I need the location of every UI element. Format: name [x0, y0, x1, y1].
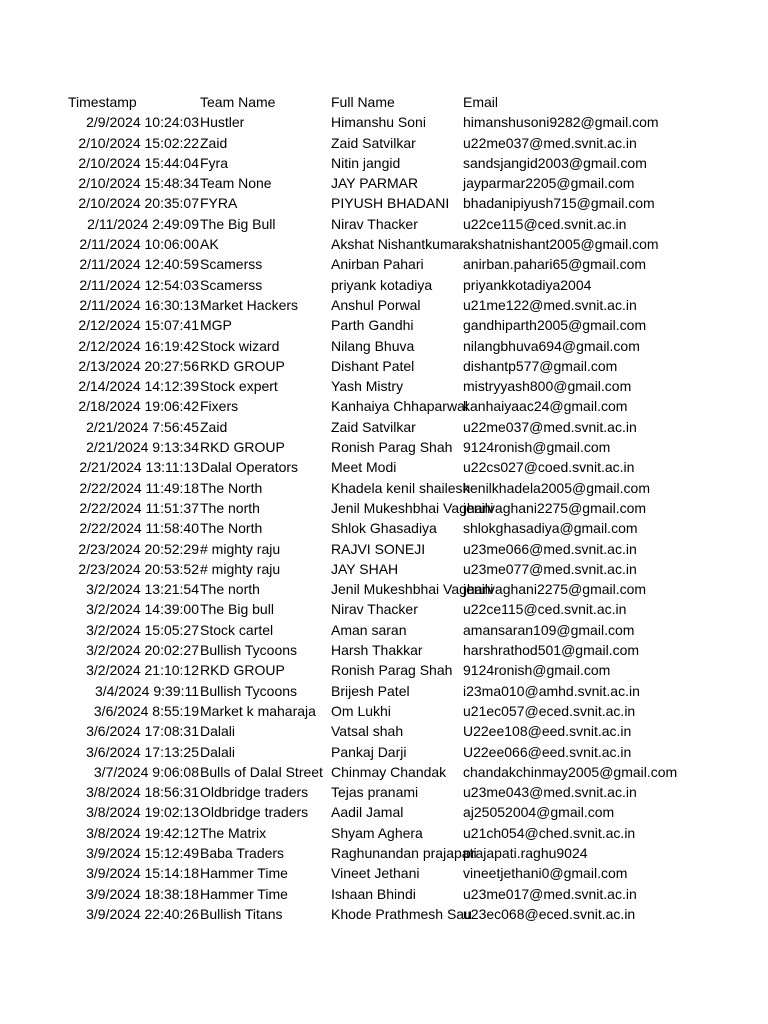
table-row: [68, 214, 627, 234]
header-full-name: Full Name: [331, 94, 395, 110]
cell-email: u22me037@med.svnit.ac.in: [463, 418, 637, 435]
table-row: [68, 742, 632, 762]
cell-timestamp: 2/10/2024 15:44:04: [78, 154, 199, 171]
table-row: [68, 498, 647, 518]
cell-full-name: Om Lukhi: [331, 702, 391, 719]
cell-team-name: The North: [200, 520, 263, 537]
cell-timestamp: 3/2/2024 15:05:27: [86, 621, 199, 638]
cell-timestamp: 2/11/2024 16:30:13: [79, 296, 199, 313]
cell-email: u21ch054@ched.svnit.ac.in: [463, 824, 636, 841]
cell-full-name: Zaid Satvilkar: [331, 418, 416, 435]
table-row: [68, 193, 655, 213]
cell-team-name: Team None: [200, 175, 272, 192]
cell-email: 9124ronish@gmail.com: [463, 662, 611, 679]
cell-team-name: Hammer Time: [200, 885, 288, 902]
cell-full-name: Harsh Thakkar: [331, 642, 423, 659]
cell-team-name: Zaid: [200, 134, 228, 151]
cell-full-name: Nirav Thacker: [331, 601, 418, 618]
cell-full-name: Yash Mistry: [331, 378, 404, 395]
table-row: [68, 681, 640, 701]
header-timestamp: Timestamp: [68, 94, 137, 110]
cell-team-name: Bullish Titans: [200, 905, 283, 922]
cell-email: i23ma010@amhd.svnit.ac.in: [463, 682, 640, 699]
cell-timestamp: 2/22/2024 11:51:37: [79, 499, 199, 516]
cell-email: u21me122@med.svnit.ac.in: [463, 296, 637, 313]
cell-timestamp: 3/9/2024 22:40:26: [86, 905, 199, 922]
table-row: [68, 843, 595, 863]
cell-team-name: Hustler: [200, 114, 245, 131]
cell-team-name: Dalali: [200, 723, 236, 740]
cell-email: prajapati.raghu9024: [463, 844, 588, 861]
cell-timestamp: 3/7/2024 9:06:08: [93, 763, 199, 780]
spreadsheet-table: [68, 92, 678, 924]
cell-full-name: Nirav Thacker: [331, 215, 418, 232]
table-row: [68, 234, 659, 254]
cell-timestamp: 2/21/2024 9:13:34: [86, 439, 199, 456]
cell-team-name: RKD GROUP: [200, 662, 285, 679]
cell-timestamp: 3/6/2024 17:08:31: [86, 723, 199, 740]
cell-email: chandakchinmay2005@gmail.com: [463, 763, 678, 780]
table-row: [68, 802, 615, 822]
cell-email: dishantp577@gmail.com: [463, 357, 618, 374]
cell-full-name: Nilang Bhuva: [331, 337, 415, 354]
cell-full-name: Aman saran: [331, 621, 407, 638]
cell-timestamp: 3/9/2024 15:14:18: [86, 865, 199, 882]
cell-email: jenilvaghani2275@gmail.com: [463, 581, 647, 598]
cell-team-name: Dalal Operators: [200, 459, 299, 476]
cell-team-name: # mighty raju: [200, 560, 281, 577]
table-row: [68, 315, 647, 335]
cell-full-name: RAJVI SONEJI: [331, 540, 426, 557]
cell-timestamp: 2/13/2024 20:27:56: [78, 357, 199, 374]
cell-team-name: The Big bull: [200, 601, 274, 618]
cell-email: nilangbhuva694@gmail.com: [463, 337, 640, 354]
cell-timestamp: 3/2/2024 13:21:54: [86, 581, 199, 598]
cell-timestamp: 2/23/2024 20:52:29: [78, 540, 199, 557]
table-row: [68, 884, 637, 904]
cell-email: himanshusoni9282@gmail.com: [463, 114, 659, 131]
cell-timestamp: 2/12/2024 15:07:41: [78, 317, 199, 334]
cell-team-name: Stock wizard: [200, 337, 280, 354]
cell-team-name: Fixers: [200, 398, 239, 415]
cell-full-name: Kanhaiya Chhaparwal: [331, 398, 468, 415]
cell-full-name: Shlok Ghasadiya: [331, 520, 437, 537]
cell-team-name: Scamerss: [200, 256, 263, 273]
table-row: [68, 721, 632, 741]
cell-team-name: Stock expert: [200, 378, 278, 395]
cell-full-name: Raghunandan prajapati: [331, 844, 477, 861]
cell-team-name: AK: [200, 236, 219, 253]
cell-timestamp: 2/11/2024 10:06:00: [79, 236, 199, 253]
cell-timestamp: 2/10/2024 15:02:22: [78, 134, 199, 151]
cell-full-name: Nitin jangid: [331, 154, 401, 171]
cell-team-name: Bullish Tycoons: [200, 682, 298, 699]
cell-team-name: The north: [200, 499, 260, 516]
cell-full-name: Zaid Satvilkar: [331, 134, 416, 151]
cell-timestamp: 2/12/2024 16:19:42: [78, 337, 199, 354]
cell-timestamp: 2/22/2024 11:58:40: [79, 520, 199, 537]
cell-email: akshatnishant2005@gmail.com: [463, 236, 659, 253]
table-row: [68, 620, 635, 640]
cell-full-name: Chinmay Chandak: [331, 763, 447, 780]
cell-email: u21ec057@eced.svnit.ac.in: [463, 702, 636, 719]
cell-timestamp: 2/10/2024 15:48:34: [78, 175, 199, 192]
cell-team-name: Bulls of Dalal Street: [200, 763, 323, 780]
cell-team-name: Dalali: [200, 743, 236, 760]
table-row: [68, 275, 595, 295]
cell-full-name: Ishaan Bhindi: [331, 885, 416, 902]
cell-team-name: Bullish Tycoons: [200, 642, 298, 659]
cell-email: u22me037@med.svnit.ac.in: [463, 134, 637, 151]
cell-team-name: Zaid: [200, 418, 228, 435]
cell-team-name: Market Hackers: [200, 296, 299, 313]
table-row: [68, 457, 635, 477]
cell-email: U22ee108@eed.svnit.ac.in: [463, 723, 632, 740]
cell-timestamp: 2/21/2024 13:11:13: [79, 459, 199, 476]
cell-team-name: RKD GROUP: [200, 357, 285, 374]
cell-email: kanhaiyaac24@gmail.com: [463, 398, 628, 415]
cell-timestamp: 3/8/2024 18:56:31: [86, 784, 199, 801]
table-row: [68, 559, 637, 579]
cell-email: priyankkotadiya2004: [463, 276, 592, 293]
cell-email: u23me066@med.svnit.ac.in: [463, 540, 637, 557]
cell-full-name: Ronish Parag Shah: [331, 662, 453, 679]
cell-full-name: Vineet Jethani: [331, 865, 420, 882]
table-row: [68, 336, 640, 356]
cell-full-name: Khode Prathmesh Sau: [331, 905, 472, 922]
cell-email: u22ce115@ced.svnit.ac.in: [463, 601, 627, 618]
cell-email: harshrathod501@gmail.com: [463, 642, 640, 659]
cell-email: u23me043@med.svnit.ac.in: [463, 784, 637, 801]
cell-team-name: Hammer Time: [200, 865, 288, 882]
cell-timestamp: 2/14/2024 14:12:39: [78, 378, 199, 395]
cell-full-name: Parth Gandhi: [331, 317, 414, 334]
cell-full-name: Ronish Parag Shah: [331, 439, 453, 456]
table-row: [68, 254, 647, 274]
cell-email: u23ec068@eced.svnit.ac.in: [463, 905, 636, 922]
cell-team-name: Fyra: [200, 154, 228, 171]
cell-email: aj25052004@gmail.com: [463, 804, 615, 821]
cell-email: gandhiparth2005@gmail.com: [463, 317, 647, 334]
cell-full-name: Akshat Nishantkumar: [331, 236, 465, 253]
table-row: [68, 417, 637, 437]
cell-team-name: Oldbridge traders: [200, 784, 309, 801]
cell-team-name: The North: [200, 479, 263, 496]
cell-timestamp: 3/2/2024 21:10:12: [86, 662, 199, 679]
table-row: [68, 863, 628, 883]
cell-full-name: Vatsal shah: [331, 723, 404, 740]
table-row: [68, 112, 659, 132]
table-row: [68, 579, 647, 599]
cell-team-name: MGP: [200, 317, 232, 334]
cell-full-name: Tejas pranami: [331, 784, 419, 801]
cell-email: kenilkhadela2005@gmail.com: [463, 479, 650, 496]
table-row: [68, 173, 635, 193]
table-row: [68, 782, 637, 802]
cell-timestamp: 3/6/2024 8:55:19: [93, 702, 199, 719]
table-row: [68, 295, 637, 315]
cell-timestamp: 2/11/2024 12:40:59: [79, 256, 199, 273]
cell-timestamp: 3/9/2024 18:38:18: [86, 885, 199, 902]
table-body: [68, 112, 678, 924]
table-row: [68, 376, 632, 396]
header-team-name: Team Name: [200, 94, 276, 110]
cell-email: 9124ronish@gmail.com: [463, 439, 611, 456]
cell-team-name: The north: [200, 581, 260, 598]
cell-timestamp: 3/8/2024 19:42:12: [86, 824, 199, 841]
cell-full-name: Pankaj Darji: [331, 743, 407, 760]
table-row: [68, 904, 636, 924]
cell-full-name: Khadela kenil shailesh: [331, 479, 471, 496]
cell-email: vineetjethani0@gmail.com: [463, 865, 628, 882]
table-row: [68, 437, 611, 457]
cell-timestamp: 2/11/2024 12:54:03: [79, 276, 199, 293]
header-row: [68, 92, 595, 112]
table-row: [68, 518, 638, 538]
cell-email: anirban.pahari65@gmail.com: [463, 256, 647, 273]
cell-full-name: Anshul Porwal: [331, 296, 421, 313]
cell-timestamp: 3/6/2024 17:13:25: [86, 743, 199, 760]
cell-email: mistryyash800@gmail.com: [463, 378, 632, 395]
cell-full-name: Anirban Pahari: [331, 256, 424, 273]
cell-team-name: Market k maharaja: [200, 702, 316, 719]
cell-team-name: # mighty raju: [200, 540, 281, 557]
cell-timestamp: 3/2/2024 14:39:00: [86, 601, 199, 618]
table-row: [68, 762, 678, 782]
cell-timestamp: 3/8/2024 19:02:13: [86, 804, 199, 821]
cell-timestamp: 2/18/2024 19:06:42: [78, 398, 199, 415]
cell-timestamp: 3/9/2024 15:12:49: [86, 844, 199, 861]
cell-team-name: Oldbridge traders: [200, 804, 309, 821]
cell-full-name: JAY PARMAR: [331, 175, 419, 192]
cell-email: U22ee066@eed.svnit.ac.in: [463, 743, 632, 760]
table-row: [68, 133, 637, 153]
cell-full-name: priyank kotadiya: [331, 276, 433, 293]
cell-timestamp: 3/4/2024 9:39:11: [94, 682, 199, 699]
table-row: [68, 823, 636, 843]
table-row: [68, 153, 647, 173]
cell-team-name: The Matrix: [200, 824, 267, 841]
cell-email: u22cs027@coed.svnit.ac.in: [463, 459, 635, 476]
table-row: [68, 396, 628, 416]
cell-email: jenilvaghani2275@gmail.com: [463, 499, 647, 516]
table-row: [68, 599, 627, 619]
table-row: [68, 539, 637, 559]
cell-timestamp: 2/21/2024 7:56:45: [86, 418, 199, 435]
cell-full-name: Shyam Aghera: [331, 824, 423, 841]
cell-timestamp: 2/9/2024 10:24:03: [86, 114, 199, 131]
cell-email: sandsjangid2003@gmail.com: [463, 154, 647, 171]
cell-timestamp: 2/23/2024 20:53:52: [78, 560, 199, 577]
cell-full-name: Himanshu Soni: [331, 114, 426, 131]
cell-full-name: Jenil Mukeshbhai Vaghani: [331, 499, 494, 516]
cell-email: shlokghasadiya@gmail.com: [463, 520, 638, 537]
table-row: [68, 660, 611, 680]
cell-email: bhadanipiyush715@gmail.com: [463, 195, 655, 212]
table-row: [68, 478, 650, 498]
cell-full-name: Meet Modi: [331, 459, 397, 476]
cell-team-name: Stock cartel: [200, 621, 274, 638]
cell-team-name: Baba Traders: [200, 844, 285, 861]
cell-team-name: RKD GROUP: [200, 439, 285, 456]
cell-team-name: Scamerss: [200, 276, 263, 293]
cell-full-name: Dishant Patel: [331, 357, 415, 374]
header-email: Email: [463, 94, 499, 110]
table-row: [68, 701, 636, 721]
cell-email: amansaran109@gmail.com: [463, 621, 635, 638]
cell-email: jayparmar2205@gmail.com: [463, 175, 635, 192]
cell-timestamp: 2/11/2024 2:49:09: [87, 215, 199, 232]
cell-email: u22ce115@ced.svnit.ac.in: [463, 215, 627, 232]
cell-timestamp: 3/2/2024 20:02:27: [86, 642, 199, 659]
cell-email: u23me017@med.svnit.ac.in: [463, 885, 637, 902]
cell-full-name: JAY SHAH: [331, 560, 399, 577]
cell-timestamp: 2/22/2024 11:49:18: [79, 479, 199, 496]
cell-full-name: PIYUSH BHADANI: [331, 195, 450, 212]
cell-team-name: The Big Bull: [200, 215, 276, 232]
cell-full-name: Aadil Jamal: [331, 804, 404, 821]
cell-full-name: Jenil Mukeshbhai Vaghani: [331, 581, 494, 598]
table-row: [68, 640, 640, 660]
cell-timestamp: 2/10/2024 20:35:07: [78, 195, 199, 212]
cell-full-name: Brijesh Patel: [331, 682, 410, 699]
table-row: [68, 356, 618, 376]
cell-team-name: FYRA: [200, 195, 238, 212]
cell-email: u23me077@med.svnit.ac.in: [463, 560, 637, 577]
